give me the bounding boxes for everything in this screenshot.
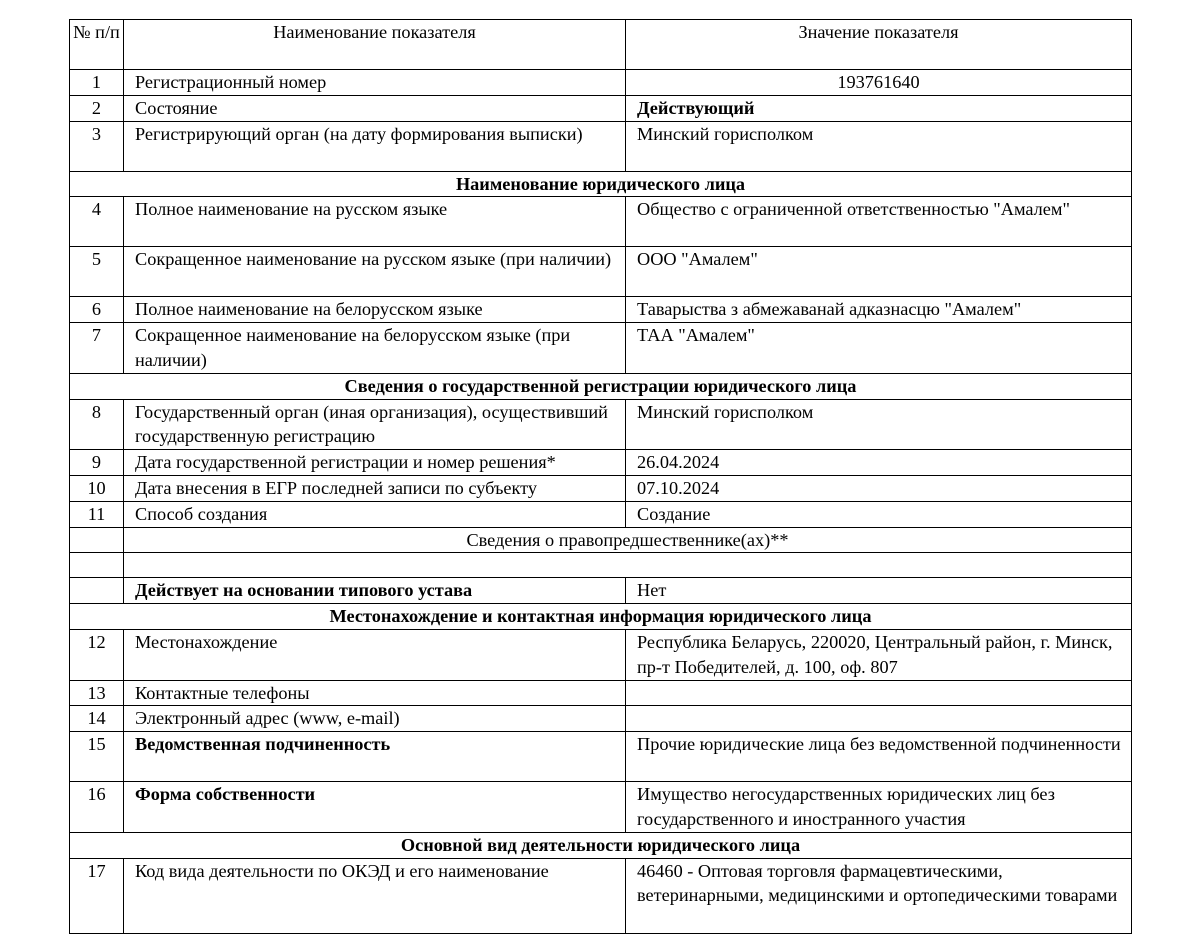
table-row [70, 197, 1132, 247]
row-num: 4 [70, 197, 124, 247]
table-row [70, 95, 1132, 121]
empty-num-cell [70, 553, 124, 578]
row-name: Способ создания [124, 501, 626, 527]
section-header-row [70, 171, 1132, 197]
section-header-row [70, 373, 1132, 399]
row-value: Республика Беларусь, 220020, Центральный район, г. Минск, пр-т Победителей, д. 100, оф. 807 [626, 629, 1132, 680]
row-value: Общество с ограниченной ответственностью "Амалем" [626, 197, 1132, 247]
table-row [70, 121, 1132, 171]
table-row [70, 70, 1132, 96]
section-legal-name: Наименование юридического лица [70, 171, 1132, 197]
row-name: Полное наименование на белорусском языке [124, 297, 626, 323]
row-name: Полное наименование на русском языке [124, 197, 626, 247]
table-row [70, 629, 1132, 680]
row-num: 15 [70, 732, 124, 782]
table-row [70, 680, 1132, 706]
section-predecessors: Сведения о правопредшественнике(ах)** [124, 527, 1132, 553]
row-name: Сокращенное наименование на белорусском языке (при наличии) [124, 323, 626, 374]
row-name: Регистрирующий орган (на дату формирования выписки) [124, 121, 626, 171]
row-num: 14 [70, 706, 124, 732]
row-name: Состояние [124, 95, 626, 121]
row-name: Сокращенное наименование на русском языке (при наличии) [124, 247, 626, 297]
table-row [70, 501, 1132, 527]
row-value: 26.04.2024 [626, 450, 1132, 476]
row-num: 13 [70, 680, 124, 706]
empty-cell [124, 553, 1132, 578]
header-num-cell: № п/п [70, 20, 124, 70]
section-registration: Сведения о государственной регистрации юридического лица [70, 373, 1132, 399]
row-name: Действует на основании типового устава [124, 578, 626, 604]
row-name: Код вида деятельности по ОКЭД и его наименование [124, 858, 626, 933]
row-num: 3 [70, 121, 124, 171]
row-value: Создание [626, 501, 1132, 527]
row-name: Форма собственности [124, 782, 626, 833]
table-row [70, 247, 1132, 297]
table-row [70, 578, 1132, 604]
row-num: 12 [70, 629, 124, 680]
section-activity: Основной вид деятельности юридического лица [70, 832, 1132, 858]
section-header-row [70, 604, 1132, 630]
table-row [70, 706, 1132, 732]
table-row [70, 475, 1132, 501]
row-num: 16 [70, 782, 124, 833]
row-value: Имущество негосударственных юридических лиц без государственного и иностранного участия [626, 782, 1132, 833]
table-row [70, 732, 1132, 782]
header-name-cell: Наименование показателя [124, 20, 626, 70]
row-value: ООО "Амалем" [626, 247, 1132, 297]
row-value: Прочие юридические лица без ведомственной подчиненности [626, 732, 1132, 782]
row-num: 1 [70, 70, 124, 96]
row-value [626, 706, 1132, 732]
section-location: Местонахождение и контактная информация юридического лица [70, 604, 1132, 630]
row-name: Местонахождение [124, 629, 626, 680]
row-value: 07.10.2024 [626, 475, 1132, 501]
row-value: Минский горисполком [626, 399, 1132, 450]
row-value: ТАА "Амалем" [626, 323, 1132, 374]
row-value: 46460 - Оптовая торговля фармацевтическими, ветеринарными, медицинскими и ортопедическими товарами [626, 858, 1132, 933]
table-row [70, 858, 1132, 933]
row-num: 10 [70, 475, 124, 501]
row-name: Дата государственной регистрации и номер решения* [124, 450, 626, 476]
row-name: Электронный адрес (www, e-mail) [124, 706, 626, 732]
table-row [70, 450, 1132, 476]
table-row [70, 323, 1132, 374]
row-value: Минский горисполком [626, 121, 1132, 171]
row-name: Ведомственная подчиненность [124, 732, 626, 782]
table-row [70, 297, 1132, 323]
table-row [70, 782, 1132, 833]
row-num: 8 [70, 399, 124, 450]
egr-extract-table [69, 19, 1132, 934]
row-name: Дата внесения в ЕГР последней записи по субъекту [124, 475, 626, 501]
row-num: 9 [70, 450, 124, 476]
row-num: 6 [70, 297, 124, 323]
row-num: 2 [70, 95, 124, 121]
header-value-cell: Значение показателя [626, 20, 1132, 70]
row-num [70, 578, 124, 604]
empty-row [70, 553, 1132, 578]
row-num: 17 [70, 858, 124, 933]
table-row [70, 399, 1132, 450]
row-value: 193761640 [626, 70, 1132, 96]
empty-num-cell [70, 527, 124, 553]
row-name: Контактные телефоны [124, 680, 626, 706]
row-value: Действующий [626, 95, 1132, 121]
row-value: Нет [626, 578, 1132, 604]
row-num: 5 [70, 247, 124, 297]
row-name: Государственный орган (иная организация), осуществивший государственную регистрацию [124, 399, 626, 450]
row-num: 11 [70, 501, 124, 527]
predecessor-header-row [70, 527, 1132, 553]
row-num: 7 [70, 323, 124, 374]
row-value [626, 680, 1132, 706]
row-value: Таварыства з абмежаванай адказнасцю "Амалем" [626, 297, 1132, 323]
table-header-row [70, 20, 1132, 70]
section-header-row [70, 832, 1132, 858]
row-name: Регистрационный номер [124, 70, 626, 96]
